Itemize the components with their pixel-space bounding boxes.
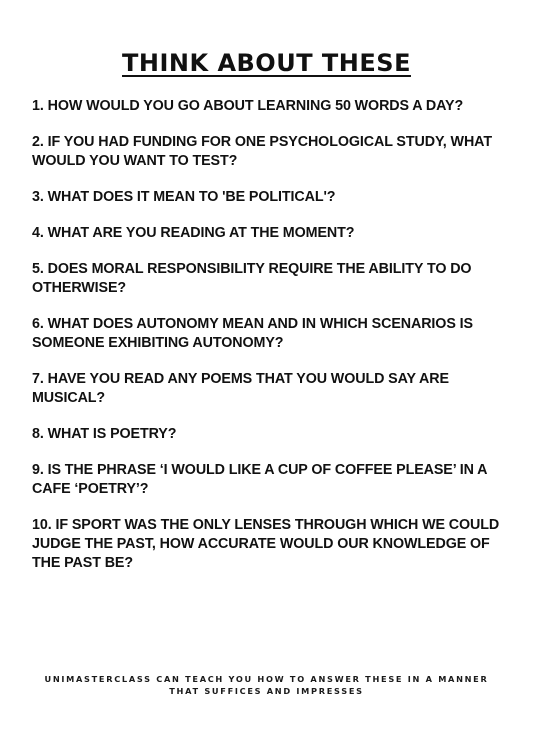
question-item: 10. IF SPORT WAS THE ONLY LENSES THROUGH WHICH WE COULD JUDGE THE PAST, HOW ACCURATE WOULD OUR KNOWLEDGE OF THE PAST BE? bbox=[32, 517, 500, 571]
question-item: 7. HAVE YOU READ ANY POEMS THAT YOU WOULD SAY ARE MUSICAL? bbox=[32, 371, 449, 406]
question-item: 4. WHAT ARE YOU READING AT THE MOMENT? bbox=[32, 225, 355, 241]
question-list bbox=[32, 97, 502, 590]
page-title-text: THINK ABOUT THESE bbox=[122, 49, 411, 77]
question-item: 3. WHAT DOES IT MEAN TO 'BE POLITICAL'? bbox=[32, 189, 336, 205]
question-item: 2. IF YOU HAD FUNDING FOR ONE PSYCHOLOGICAL STUDY, WHAT WOULD YOU WANT TO TEST? bbox=[32, 134, 492, 169]
question-item: 8. WHAT IS POETRY? bbox=[32, 426, 177, 442]
footer-text: UNIMASTERCLASS CAN TEACH YOU HOW TO ANSWER THESE IN A MANNER THAT SUFFICES AND IMPRESSES bbox=[44, 674, 489, 696]
question-item: 6. WHAT DOES AUTONOMY MEAN AND IN WHICH SCENARIOS IS SOMEONE EXHIBITING AUTONOMY? bbox=[32, 316, 473, 351]
question-item: 1. HOW WOULD YOU GO ABOUT LEARNING 50 WORDS A DAY? bbox=[32, 98, 464, 114]
question-item: 5. DOES MORAL RESPONSIBILITY REQUIRE THE ABILITY TO DO OTHERWISE? bbox=[32, 261, 472, 296]
question-item: 9. IS THE PHRASE ‘I WOULD LIKE A CUP OF COFFEE PLEASE’ IN A CAFE ‘POETRY’? bbox=[32, 462, 487, 497]
page-title bbox=[0, 48, 533, 78]
